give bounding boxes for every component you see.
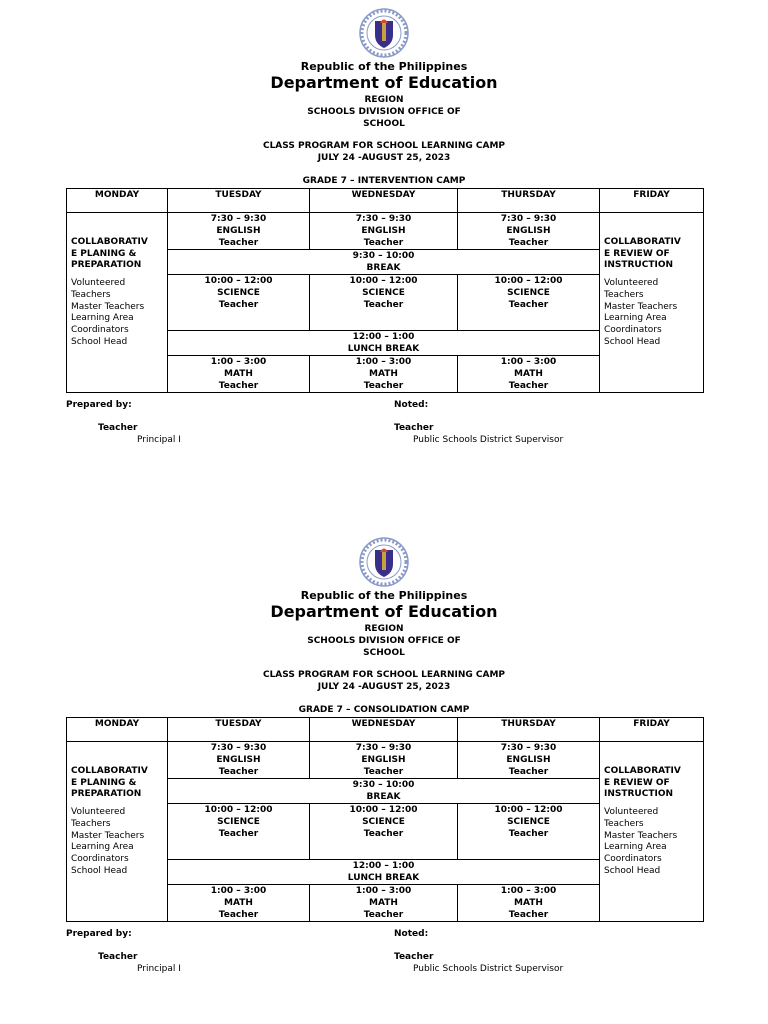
slot-subject: SCIENCE [217,817,260,827]
school-line: SCHOOL [363,119,405,129]
prepared-by-name: Teacher [98,423,138,433]
slot-time: 7:30 – 9:30 [500,743,557,753]
slot-teacher: Teacher [508,300,549,310]
slot-time: 7:30 – 9:30 [355,214,412,224]
department-title: Department of Education [270,602,498,621]
prepared-by-label: Prepared by: [66,929,132,939]
band-time: 12:00 – 1:00 [352,332,415,342]
slot-time: 7:30 – 9:30 [500,214,557,224]
region-line: REGION [364,624,404,634]
english-slot-tuesday [168,213,310,250]
slot-time: 10:00 – 12:00 [494,805,563,815]
slot-time: 1:00 – 3:00 [355,357,412,367]
noted-name: Teacher [394,423,434,433]
slot-subject: ENGLISH [361,226,406,236]
band-time: 9:30 – 10:00 [352,780,415,790]
band-label: LUNCH BREAK [347,344,420,354]
friday-participant: Coordinators [604,324,662,335]
math-slot-thursday [458,885,600,922]
monday-participant: Coordinators [71,853,129,864]
science-slot-tuesday [168,275,310,331]
monday-title-line: E PLANING & [71,777,137,788]
prepared-by-title: Principal I [137,435,181,445]
slot-teacher: Teacher [218,238,259,248]
lunch-band [168,860,600,885]
english-slot-tuesday [168,742,310,779]
monday-participant: Teachers [71,289,111,300]
slot-teacher: Teacher [363,910,404,920]
english-slot-wednesday [310,742,458,779]
english-slot-thursday [458,742,600,779]
monday-participant: Teachers [71,818,111,829]
science-slot-wednesday [310,275,458,331]
english-slot-thursday [458,213,600,250]
slot-teacher: Teacher [508,381,549,391]
day-header-wednesday: WEDNESDAY [310,189,458,213]
class-program-sheet [0,537,768,1007]
deped-seal-logo [359,537,409,587]
lunch-band [168,331,600,356]
grade-camp-title: GRADE 7 – CONSOLIDATION CAMP [298,705,470,715]
math-slot-tuesday [168,356,310,393]
monday-activity-cell [67,742,168,922]
slot-time: 10:00 – 12:00 [349,276,418,286]
slot-subject: SCIENCE [507,817,550,827]
slot-subject: ENGLISH [216,755,261,765]
monday-participant: Volunteered [71,807,126,818]
friday-participant: Teachers [604,818,644,829]
slot-teacher: Teacher [508,829,549,839]
day-header-friday: FRIDAY [600,718,704,742]
science-slot-tuesday [168,804,310,860]
slot-teacher: Teacher [508,238,549,248]
day-header-monday: MONDAY [67,189,168,213]
slot-subject: MATH [369,369,398,379]
day-header-thursday: THURSDAY [458,718,600,742]
monday-title-line: PREPARATION [71,260,142,271]
deped-seal-logo [359,8,409,58]
slot-subject: ENGLISH [506,226,551,236]
division-line: SCHOOLS DIVISION OFFICE OF [307,107,461,117]
friday-title-line: INSTRUCTION [604,260,674,271]
day-header-tuesday: TUESDAY [168,189,310,213]
science-slot-wednesday [310,804,458,860]
friday-activity-cell [600,742,704,922]
friday-title-line: INSTRUCTION [604,789,674,800]
friday-participant: Master Teachers [604,301,678,312]
science-slot-thursday [458,275,600,331]
table-row [67,213,704,250]
schedule-table [66,188,704,393]
program-title: CLASS PROGRAM FOR SCHOOL LEARNING CAMP [262,141,506,151]
slot-subject: SCIENCE [362,817,405,827]
table-row [67,742,704,779]
slot-subject: MATH [224,898,253,908]
day-header-wednesday: WEDNESDAY [310,718,458,742]
region-line: REGION [364,95,404,105]
republic-heading: Republic of the Philippines [300,589,468,602]
math-slot-wednesday [310,356,458,393]
friday-title-line: COLLABORATIV [604,766,681,776]
table-header-row [67,189,704,213]
slot-subject: MATH [514,369,543,379]
friday-participant: School Head [604,336,661,347]
day-header-thursday: THURSDAY [458,189,600,213]
friday-title-line: E REVIEW OF [604,777,670,788]
math-slot-thursday [458,356,600,393]
prepared-by-name: Teacher [98,952,138,962]
program-title: CLASS PROGRAM FOR SCHOOL LEARNING CAMP [262,670,506,680]
slot-teacher: Teacher [363,300,404,310]
band-time: 9:30 – 10:00 [352,251,415,261]
slot-teacher: Teacher [218,300,259,310]
department-title: Department of Education [270,73,498,92]
slot-subject: MATH [514,898,543,908]
slot-time: 10:00 – 12:00 [349,805,418,815]
friday-title-line: E REVIEW OF [604,248,670,259]
math-slot-wednesday [310,885,458,922]
noted-title: Public Schools District Supervisor [413,435,564,445]
english-slot-wednesday [310,213,458,250]
monday-participant: Master Teachers [71,830,145,841]
slot-subject: MATH [369,898,398,908]
friday-participant: Learning Area [604,842,667,853]
monday-title-line: PREPARATION [71,789,142,800]
slot-subject: ENGLISH [506,755,551,765]
slot-teacher: Teacher [363,381,404,391]
monday-title-line: COLLABORATIV [71,766,148,776]
grade-camp-title: GRADE 7 – INTERVENTION CAMP [302,176,466,186]
school-line: SCHOOL [363,648,405,658]
slot-time: 1:00 – 3:00 [355,886,412,896]
slot-time: 7:30 – 9:30 [210,743,267,753]
friday-activity-cell [600,213,704,393]
slot-teacher: Teacher [363,238,404,248]
slot-time: 1:00 – 3:00 [500,886,557,896]
monday-participant: Coordinators [71,324,129,335]
slot-teacher: Teacher [363,829,404,839]
slot-time: 10:00 – 12:00 [494,276,563,286]
division-line: SCHOOLS DIVISION OFFICE OF [307,636,461,646]
monday-participant: School Head [71,865,128,876]
slot-subject: SCIENCE [507,288,550,298]
friday-participant: Teachers [604,289,644,300]
friday-title-line: COLLABORATIV [604,237,681,247]
slot-teacher: Teacher [508,767,549,777]
monday-participant: Master Teachers [71,301,145,312]
slot-subject: SCIENCE [362,288,405,298]
slot-time: 7:30 – 9:30 [210,214,267,224]
friday-participant: Coordinators [604,853,662,864]
monday-activity-cell [67,213,168,393]
slot-time: 1:00 – 3:00 [210,357,267,367]
schedule-table [66,717,704,922]
band-time: 12:00 – 1:00 [352,861,415,871]
slot-teacher: Teacher [218,381,259,391]
band-label: BREAK [366,263,401,273]
slot-teacher: Teacher [218,910,259,920]
friday-participant: Volunteered [604,807,659,818]
noted-label: Noted: [394,400,429,410]
noted-title: Public Schools District Supervisor [413,964,564,974]
band-label: BREAK [366,792,401,802]
slot-teacher: Teacher [218,829,259,839]
program-dates: JULY 24 -AUGUST 25, 2023 [317,682,451,692]
friday-participant: Volunteered [604,278,659,289]
break-band [168,250,600,275]
friday-participant: School Head [604,865,661,876]
slot-teacher: Teacher [218,767,259,777]
day-header-monday: MONDAY [67,718,168,742]
friday-participant: Learning Area [604,313,667,324]
friday-participant: Master Teachers [604,830,678,841]
program-dates: JULY 24 -AUGUST 25, 2023 [317,153,451,163]
slot-teacher: Teacher [363,767,404,777]
slot-subject: ENGLISH [361,755,406,765]
noted-label: Noted: [394,929,429,939]
monday-title-line: COLLABORATIV [71,237,148,247]
slot-time: 7:30 – 9:30 [355,743,412,753]
monday-participant: School Head [71,336,128,347]
day-header-friday: FRIDAY [600,189,704,213]
break-band [168,779,600,804]
table-header-row [67,718,704,742]
prepared-by-title: Principal I [137,964,181,974]
republic-heading: Republic of the Philippines [300,60,468,73]
math-slot-tuesday [168,885,310,922]
class-program-sheet [0,8,768,478]
monday-participant: Volunteered [71,278,126,289]
slot-subject: ENGLISH [216,226,261,236]
slot-time: 10:00 – 12:00 [204,276,273,286]
science-slot-thursday [458,804,600,860]
slot-time: 1:00 – 3:00 [500,357,557,367]
noted-name: Teacher [394,952,434,962]
monday-participant: Learning Area [71,313,134,324]
slot-subject: MATH [224,369,253,379]
band-label: LUNCH BREAK [347,873,420,883]
monday-title-line: E PLANING & [71,248,137,259]
prepared-by-label: Prepared by: [66,400,132,410]
slot-time: 10:00 – 12:00 [204,805,273,815]
slot-teacher: Teacher [508,910,549,920]
slot-subject: SCIENCE [217,288,260,298]
day-header-tuesday: TUESDAY [168,718,310,742]
slot-time: 1:00 – 3:00 [210,886,267,896]
monday-participant: Learning Area [71,842,134,853]
